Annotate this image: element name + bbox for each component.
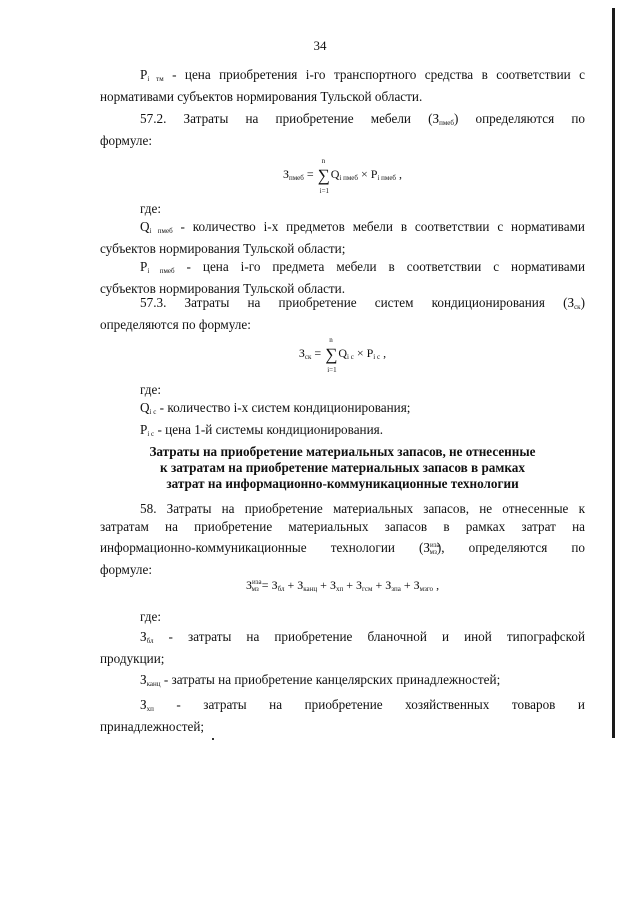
- scan-edge-line: [612, 8, 615, 738]
- section-57-3: [100, 294, 585, 334]
- section-58-line-3: информационно-коммуникационные технологии $(З^{иза}_{мз})$, определяются по: [100, 540, 585, 556]
- ac-price-definition: $P_{i с}$ - цена 1-й системы кондиционирования.: [140, 422, 384, 438]
- furniture-price-line-1: $P_{i пмеб}$ - цена i-го предмета мебели в соответствии с нормативами: [140, 259, 585, 275]
- heading-line-3: затрат на информационно-коммуникационные технологии: [166, 476, 519, 491]
- formula-furniture: $З_{пмеб}$ = ∑ n i=1 $Q_{i пмеб} \times P_{i пмеб}$ ,: [282, 157, 402, 195]
- section-57-2-where: [100, 200, 585, 298]
- ac-qty-definition: $Q_{i с}$ - количество i-х систем кондиционирования;: [140, 400, 411, 416]
- section-58-line-2: затратам на приобретение материальных запасов в рамках затрат на: [100, 519, 585, 534]
- where-label: где:: [140, 201, 161, 216]
- furniture-qty-line-1: $Q_{i пмеб}$ - количество i-х предметов мебели в соответствии с нормативами: [140, 219, 585, 235]
- household-cost-line-2: принадлежностей;: [100, 719, 205, 734]
- forms-cost-line-1: $З_{бл}$ - затраты на приобретение бланочной и иной типографской: [140, 629, 585, 645]
- furniture-price-line-2: субъектов нормирования Тульской области.: [100, 281, 346, 296]
- heading-line-1: Затраты на приобретение материальных запасов, не отнесенные: [149, 444, 536, 459]
- sigma-sign: ∑ n i=1: [317, 157, 330, 195]
- sigma-sign: ∑ n i=1: [325, 336, 338, 374]
- section-57-2: [100, 110, 585, 150]
- section-57-3-line-1: 57.3. Затраты на приобретение систем кондиционирования $(З_{ск})$: [140, 295, 585, 311]
- page-number: 34: [313, 38, 327, 53]
- section-57-3-line-2: определяются по формуле:: [100, 317, 251, 332]
- where-label: где:: [140, 609, 161, 624]
- section-57-2-line-2: формуле:: [100, 133, 152, 148]
- section-58: [100, 500, 585, 579]
- household-cost-line-1: $З_{хп}$ - затраты на приобретение хозяйственных товаров и: [140, 697, 585, 713]
- heading-line-2: к затратам на приобретение материальных запасов в рамках: [160, 460, 525, 475]
- formula-air-conditioning: $З_{ск}$ = ∑ n i=1 $Q_{i с} \times P_{i с}$ ,: [298, 336, 387, 374]
- forms-cost-line-2: продукции;: [100, 651, 165, 666]
- furniture-qty-line-2: субъектов нормирования Тульской области;: [100, 241, 346, 256]
- section-57-3-where: [100, 381, 585, 443]
- section-58-where: [100, 608, 585, 736]
- transport-price-definition: [100, 66, 585, 106]
- section-57-2-line-1: 57.2. Затраты на приобретение мебели $(З_{пмеб})$ определяются по: [140, 111, 585, 127]
- transport-price-line-1: $P_{i тм}$ - цена приобретения i-го транспортного средства в соответствии с: [140, 67, 586, 83]
- transport-price-line-2: нормативами субъектов нормирования Тульской области.: [100, 89, 423, 104]
- section-58-line-1: 58. Затраты на приобретение материальных запасов, не отнесенные к: [140, 501, 585, 516]
- section-heading: [100, 444, 585, 492]
- section-58-line-4: формуле:: [100, 562, 152, 577]
- scan-speck: [212, 738, 214, 740]
- formula-material-stocks: $З^{иза}_{мз} = З_{бл} + З_{канц} + З_{хп} + З_{гсм} + З_{зпа} + З_{мзго}$ ,: [245, 578, 440, 593]
- stationery-cost-definition: $З_{канц}$ - затраты на приобретение канцелярских принадлежностей;: [140, 672, 501, 688]
- where-label: где:: [140, 382, 161, 397]
